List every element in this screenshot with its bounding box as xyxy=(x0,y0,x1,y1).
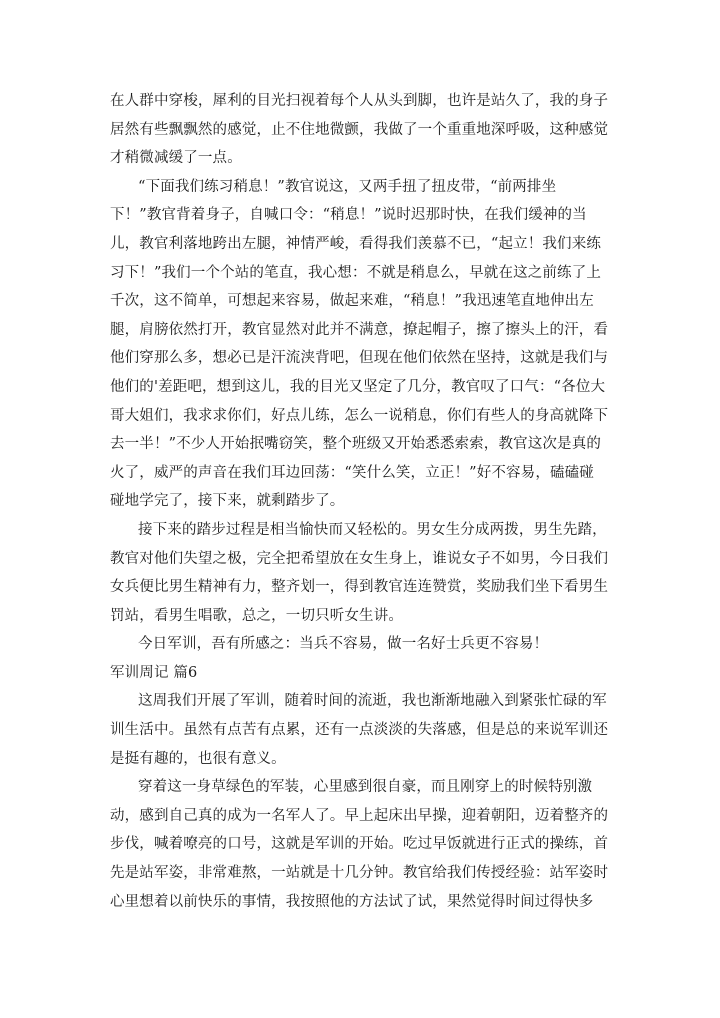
text-line: 腿，肩膀依然打开，教官显然对此并不满意，撩起帽子，擦了擦头上的汗，看 xyxy=(110,321,609,338)
heading-text: 军训周记 篇6 xyxy=(110,664,198,681)
text-line: 训生活中。虽然有点苦有点累，还有一点淡淡的失落感，但是总的来说军训还 xyxy=(110,722,609,739)
paragraph xyxy=(110,173,610,516)
text-line: 才稍微减缓了一点。 xyxy=(110,150,242,167)
text-line: 儿，教官利落地跨出左腿，神情严峻，看得我们羡慕不已，“起立！我们来练 xyxy=(110,235,602,252)
text-line: 在人群中穿梭，犀利的目光扫视着每个人从头到脚，也许是站久了，我的身子 xyxy=(110,93,609,109)
text-line: 步伐，喊着嘹亮的口号，这就是军训的开始。吃过早饭就进行正式的操练，首 xyxy=(110,836,609,853)
text-line: 碰地学完了，接下来，就剩踏步了。 xyxy=(110,493,345,510)
text-line: 下！”教官背着身子，自喊口令：“稍息！”说时迟那时快，在我们缓神的当 xyxy=(110,207,587,224)
text-line: 先是站军姿，非常难熬，一站就是十几分钟。教官给我们传授经验：站军姿时 xyxy=(110,865,609,882)
text-line: 他们的'差距吧，想到这儿，我的目光又坚定了几分，教官叹了口气：“各位大 xyxy=(110,378,606,395)
text-line: 火了，威严的声音在我们耳边回荡：“笑什么笑，立正！”好不容易，磕磕碰 xyxy=(110,464,594,481)
paragraph xyxy=(110,87,610,173)
document-body xyxy=(110,87,610,916)
text-line: 心里想着以前快乐的事情，我按照他的方法试了试，果然觉得时间过得快多 xyxy=(110,893,594,910)
text-line: 居然有些飘飘然的感觉，止不住地微颤，我做了一个重重地深呼吸，这种感觉 xyxy=(110,121,609,138)
text-line: 动，感到自己真的成为一名军人了。早上起床出早操，迎着朝阳，迈着整齐的 xyxy=(110,807,609,824)
text-line: 接下来的踏步过程是相当愉快而又轻松的。男女生分成两拨，男生先踏， xyxy=(138,521,607,538)
text-line: 罚站，看男生唱歌，总之，一切只听女生讲。 xyxy=(110,607,403,624)
text-line: 去一半！”不少人开始抿嘴窃笑，整个班级又开始悉悉索索，教官这次是真的 xyxy=(110,436,602,453)
text-line: 哥大姐们，我求求你们，好点儿练，怎么一说稍息，你们有些人的身高就降下 xyxy=(110,407,609,424)
text-line: 习下！”我们一个个站的笔直，我心想：不就是稍息么，早就在这之前练了上 xyxy=(110,264,602,281)
text-line: “下面我们练习稍息！”教官说这，又两手扭了扭皮带，“前两排坐 xyxy=(138,178,557,195)
paragraph xyxy=(110,630,610,659)
text-line: 女兵便比男生精神有力，整齐划一，得到教官连连赞赏，奖励我们坐下看男生 xyxy=(110,579,609,596)
text-line: 千次，这不简单，可想起来容易，做起来难，“稍息！”我迅速笔直地伸出左 xyxy=(110,293,594,310)
paragraph xyxy=(110,773,610,916)
text-line: 这周我们开展了军训，随着时间的流逝，我也渐渐地融入到紧张忙碌的军 xyxy=(138,693,607,710)
paragraph xyxy=(110,687,610,773)
text-line: 穿着这一身草绿色的军装，心里感到很自豪，而且刚穿上的时候特别激 xyxy=(138,779,593,796)
text-line: 是挺有趣的，也很有意义。 xyxy=(110,750,286,767)
text-line: 今日军训，吾有所感之：当兵不容易，做一名好士兵更不容易！ xyxy=(138,636,549,653)
section-heading xyxy=(110,659,610,688)
text-line: 教官对他们失望之极，完全把希望放在女生身上，谁说女子不如男，今日我们 xyxy=(110,550,609,567)
text-line: 他们穿那么多，想必已是汗流浃背吧，但现在他们依然在坚持，这就是我们与 xyxy=(110,350,609,367)
paragraph xyxy=(110,516,610,630)
